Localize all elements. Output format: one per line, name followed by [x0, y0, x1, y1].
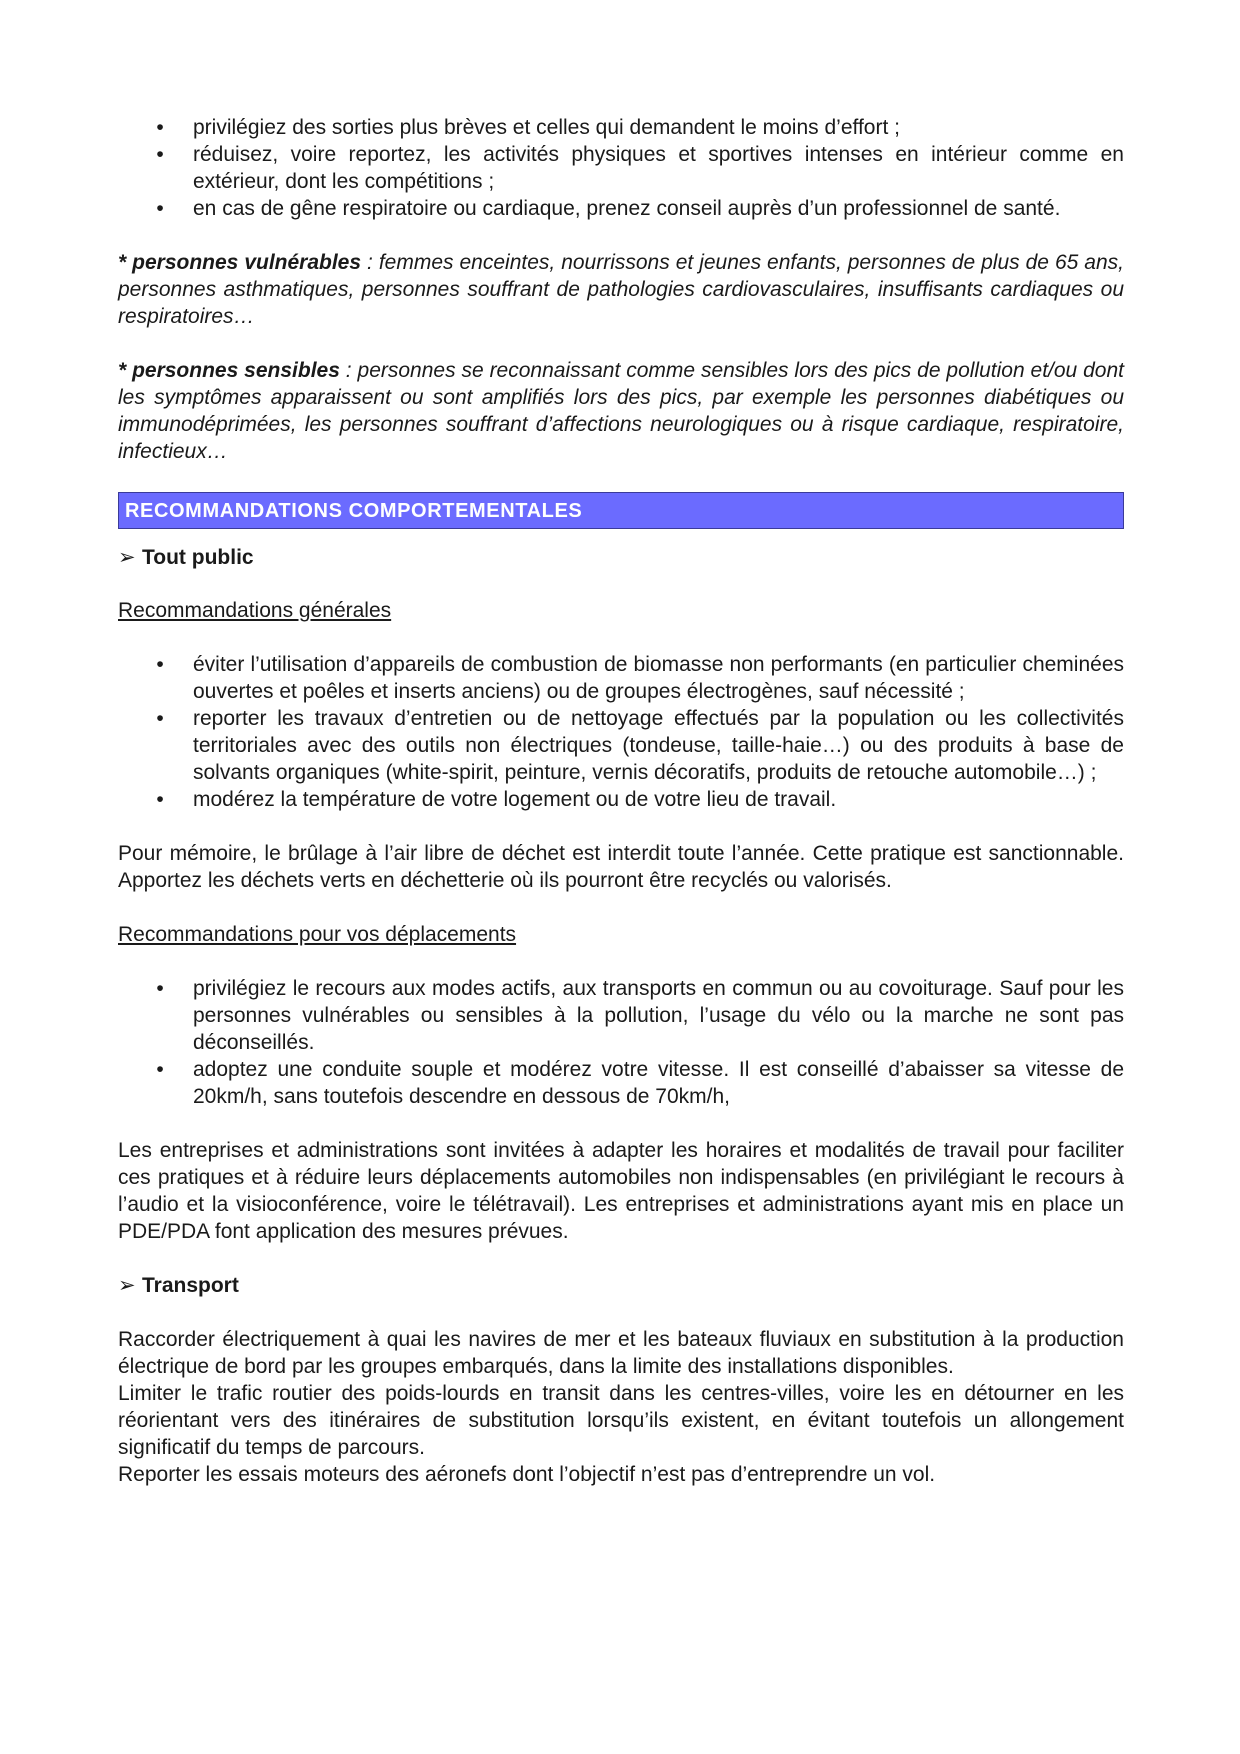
- bullet-icon: •: [156, 707, 164, 730]
- transport-paragraph-3: Reporter les essais moteurs des aéronefs dont l’objectif n’est pas d’entreprendre un vol.: [118, 1463, 936, 1486]
- list-item: • éviter l’utilisation d’appareils de combustion de biomasse non performants (en particulier cheminées ouvertes et poêles et inserts anciens) ou de groupes électrogènes, sauf nécessité ;: [193, 651, 1124, 705]
- travel-bullet-list: [118, 975, 1124, 1110]
- document-page: [118, 114, 1124, 1488]
- bullet-icon: •: [156, 788, 164, 811]
- bullet-icon: •: [156, 143, 164, 166]
- list-item: • adoptez une conduite souple et modérez votre vitesse. Il est conseillé d’abaisser sa vitesse de 20km/h, sans toutefois descendre en dessous de 70km/h,: [193, 1056, 1124, 1110]
- list-item: • reporter les travaux d’entretien ou de nettoyage effectués par la population ou les collectivités territoriales avec des outils non électriques (tondeuse, taille-haie…) ou des produits à base de solvants organiques (white-spirit, peinture, vernis décoratifs, produits de retouche automobile…) ;: [193, 705, 1124, 786]
- list-item: • privilégiez des sorties plus brèves et celles qui demandent le moins d’effort ;: [193, 114, 1124, 141]
- list-item: • modérez la température de votre logement ou de votre lieu de travail.: [193, 786, 1124, 813]
- companies-paragraph: Les entreprises et administrations sont invitées à adapter les horaires et modalités de travail pour faciliter ces pratiques et à réduire leurs déplacements automobiles non indispensables (en privilégiant le recours à l’audio et la visioconférence, voire le télétravail). Les entreprises et administrations ayant mis en place un PDE/PDA font application des mesures prévues.: [118, 1139, 1124, 1243]
- list-item: • privilégiez le recours aux modes actifs, aux transports en commun ou au covoiturage. Sauf pour les personnes vulnérables ou sensibles à la pollution, l’usage du vélo ou la marche ne sont pas déconseillés.: [193, 975, 1124, 1056]
- definition-sensibles: * personnes sensibles : personnes se reconnaissant comme sensibles lors des pics de pollution et/ou dont les symptômes apparaissent ou sont amplifiés lors des pics, par exemple les personnes diabétiques ou immunodéprimées, les personnes souffrant d’affections neurologiques ou à risque cardiaque, respiratoire, infectieux…: [118, 359, 1124, 463]
- list-item: • en cas de gêne respiratoire ou cardiaque, prenez conseil auprès d’un professionnel de santé.: [193, 195, 1124, 222]
- subheading-transport: ➢ Transport: [118, 1274, 239, 1297]
- travel-recommendations-heading: Recommandations pour vos déplacements: [118, 923, 517, 946]
- section-banner: RECOMMANDATIONS COMPORTEMENTALES: [118, 492, 1124, 529]
- definition-term: * personnes sensibles: [118, 359, 340, 382]
- bullet-icon: •: [156, 116, 164, 139]
- definition-vulnerables: * personnes vulnérables : femmes enceintes, nourrissons et jeunes enfants, personnes de plus de 65 ans, personnes asthmatiques, personnes souffrant de pathologies cardiovasculaires, insuffisants cardiaques ou respiratoires…: [118, 251, 1124, 328]
- subheading-tout-public: ➢ Tout public: [118, 546, 254, 569]
- transport-paragraph-2: Limiter le trafic routier des poids-lourds en transit dans les centres-villes, voire les en détourner en les réorientant vers des itinéraires de substitution lorsqu’ils existent, en évitant toutefois un allongement significatif du temps de parcours.: [118, 1382, 1124, 1459]
- bullet-icon: •: [156, 653, 164, 676]
- list-item: • réduisez, voire reportez, les activités physiques et sportives intenses en intérieur comme en extérieur, dont les compétitions ;: [193, 141, 1124, 195]
- bullet-icon: •: [156, 977, 164, 1000]
- transport-paragraph-1: Raccorder électriquement à quai les navires de mer et les bateaux fluviaux en substitution à la production électrique de bord par les groupes embarqués, dans la limite des installations disponibles.: [118, 1328, 1124, 1378]
- general-recommendations-heading: Recommandations générales: [118, 599, 392, 622]
- memo-paragraph: Pour mémoire, le brûlage à l’air libre de déchet est interdit toute l’année. Cette pratique est sanctionnable. Apportez les déchets verts en déchetterie où ils pourront être recyclés ou valorisés.: [118, 842, 1124, 892]
- bullet-icon: •: [156, 1058, 164, 1081]
- arrow-bullet-icon: ➢: [118, 1274, 136, 1297]
- general-bullet-list: [118, 651, 1124, 813]
- arrow-bullet-icon: ➢: [118, 546, 136, 569]
- bullet-icon: •: [156, 197, 164, 220]
- intro-bullet-list: [118, 114, 1124, 222]
- definition-term: * personnes vulnérables: [118, 251, 362, 274]
